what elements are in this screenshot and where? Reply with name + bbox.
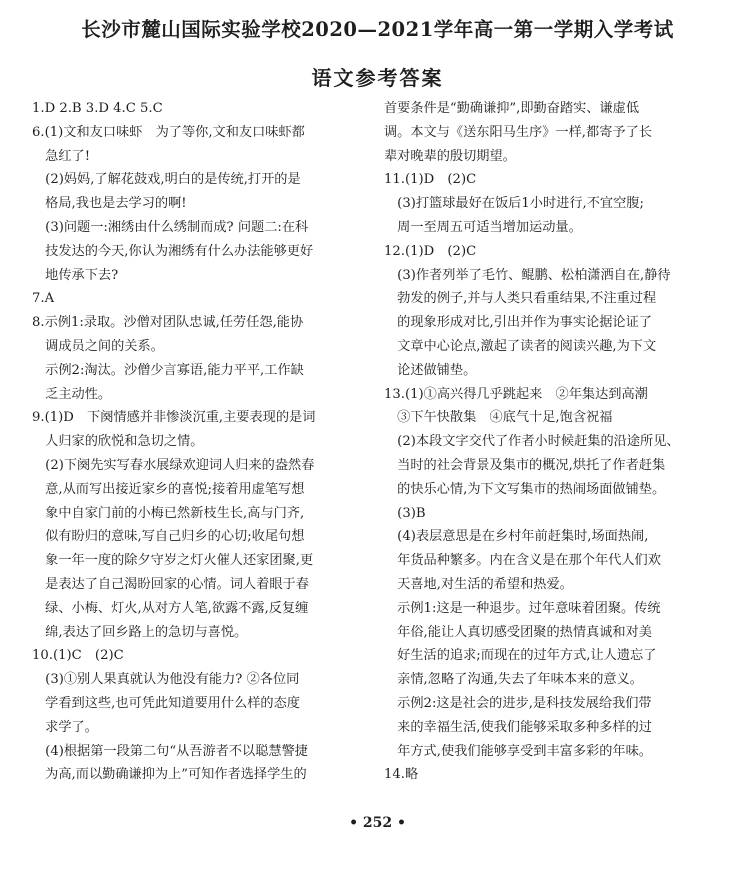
answer-line: 12.(1)D (2)C [384,243,477,259]
answer-line: 1.D 2.B 3.D 4.C 5.C [32,101,163,116]
answer-line: (4)表层意思是在乡村年前赶集时,场面热闹, [384,529,649,545]
answer-line: 13.(1)①高兴得几乎跳起来 ②年集达到高潮 [384,386,648,402]
answer-line: 绵,表达了回乡路上的急切与喜悦。 [32,624,248,640]
answer-line: 9.(1)D 下阕情感并非惨淡沉重,主要表现的是词 [32,410,316,426]
answer-line: 象中自家门前的小梅已然新枝生长,高与门齐, [32,505,305,521]
answer-line: 天喜地,对生活的希望和热爱。 [384,576,573,592]
exam-title: 长沙市麓山国际实验学校2020—2021学年高一第一学期入学考试 [81,18,674,41]
answer-line: 年货品种繁多。内在含义是在那个年代人们欢 [384,553,661,569]
answer-line: 示例1:这是一种退步。过年意味着团聚。传统 [384,600,661,616]
answer-line: (2)妈妈,了解花鼓戏,明白的是传统,打开的是 [32,172,301,188]
answer-line: 人归家的欣悦和急切之情。 [32,434,204,450]
answer-line: 调成员之间的关系。 [32,338,164,354]
answer-line: 调。本文与《送东阳马生序》一样,都寄予了长 [384,124,652,140]
answer-line: 的现象形成对比,引出并作为事实论据论证了 [384,315,652,331]
answer-line: (2)下阕先实写春水展绿欢迎词人归来的盎然春 [32,457,315,473]
answer-line: 是表达了自己渴盼回家的心情。词人着眼于春 [32,576,309,592]
answer-line: 勃发的例子,并与人类只看重结果,不注重过程 [384,291,657,307]
answer-line: (3)打篮球最好在饭后1小时进行,不宜空腹; [384,196,644,212]
answer-line: 亲情,忽略了沟通,失去了年味本来的意义。 [384,672,643,688]
answer-line: 示例2:这是社会的进步,是科技发展给我们带 [384,695,652,711]
page-number: • 252 • [349,815,406,831]
answer-line: 8.示例1:录取。沙僧对团队忠诚,任劳任怨,能协 [32,315,304,331]
right-answer-column [384,97,720,787]
answer-line: 10.(1)C (2)C [32,648,124,664]
answer-line: (4)根据第一段第二句“从吾游者不以聪慧警捷 [32,743,308,759]
answer-line: (3)作者列举了毛竹、鲲鹏、松柏潇洒自在,静待 [384,267,671,283]
answer-line: (2)本段文字交代了作者小时候赶集的沿途所见、 [384,434,680,450]
answer-line: (3)①别人果真就认为他没有能力? ②各位同 [32,672,300,688]
answer-line: 首要条件是“勤确谦抑”,即勤奋踏实、谦虚低 [384,101,640,116]
answer-line: 14.略 [384,767,419,783]
answer-line: 绿、小梅、灯火,从对方人笔,欲露不露,反复缠 [32,600,309,616]
answer-line: 7.A [32,291,55,307]
answer-line: 为高,而以勤确谦抑为上”可知作者选择学生的 [32,767,307,783]
answer-key-title: 语文参考答案 [311,66,444,90]
answer-line: 当时的社会背景及集市的概况,烘托了作者赶集 [384,457,666,473]
answer-line: 年方式,使我们能够享受到丰富多彩的年味。 [384,743,652,759]
answer-line: 的快乐心情,为下文写集市的热闹场面做铺垫。 [384,481,666,497]
answer-line: 求学了。 [32,719,98,735]
answer-line: 来的幸福生活,使我们能够采取多种多样的过 [384,719,652,735]
answer-line: 意,从而写出接近家乡的喜悦;接着用虚笔写想 [32,481,305,497]
answer-line: 技发达的今天,你认为湘绣有什么办法能够更好 [32,243,314,259]
answer-line: ③下午快散集 ④底气十足,饱含祝福 [384,410,613,426]
answer-line: 周一至周五可适当增加运动量。 [384,219,582,235]
answer-line: (3)问题一:湘绣由什么绣制而成? 问题二:在科 [32,219,309,235]
answer-line: 示例2:淘汰。沙僧少言寡语,能力平平,工作缺 [32,362,304,378]
answer-line: 乏主动性。 [32,386,112,402]
answer-line: 地传承下去? [32,267,119,283]
answer-line: 急红了! [32,148,91,164]
answer-line: 论述做铺垫。 [384,362,477,378]
answer-line: 象一年一度的除夕守岁之灯火催人还家团聚,更 [32,553,314,569]
answer-line: 格局,我也是去学习的啊! [32,196,187,212]
answer-line: 文章中心论点,激起了读者的阅读兴趣,为下文 [384,338,657,354]
answer-line: 好生活的追求;而现在的过年方式,让人遗忘了 [384,648,657,664]
answer-line: 11.(1)D (2)C [384,172,477,188]
left-answer-column [32,97,368,787]
answer-line: 年俗,能让人真切感受团聚的热情真诚和对美 [384,624,652,640]
answer-line: 辈对晚辈的殷切期望。 [384,148,516,164]
answer-line: 6.(1)文和友口味虾 为了等你,文和友口味虾都 [32,124,305,140]
answer-line: (3)B [384,505,426,521]
answer-line: 学看到这些,也可凭此知道要用什么样的态度 [32,695,300,711]
answer-line: 似有盼归的意味,写自己归乡的心切;收尾句想 [32,529,305,545]
